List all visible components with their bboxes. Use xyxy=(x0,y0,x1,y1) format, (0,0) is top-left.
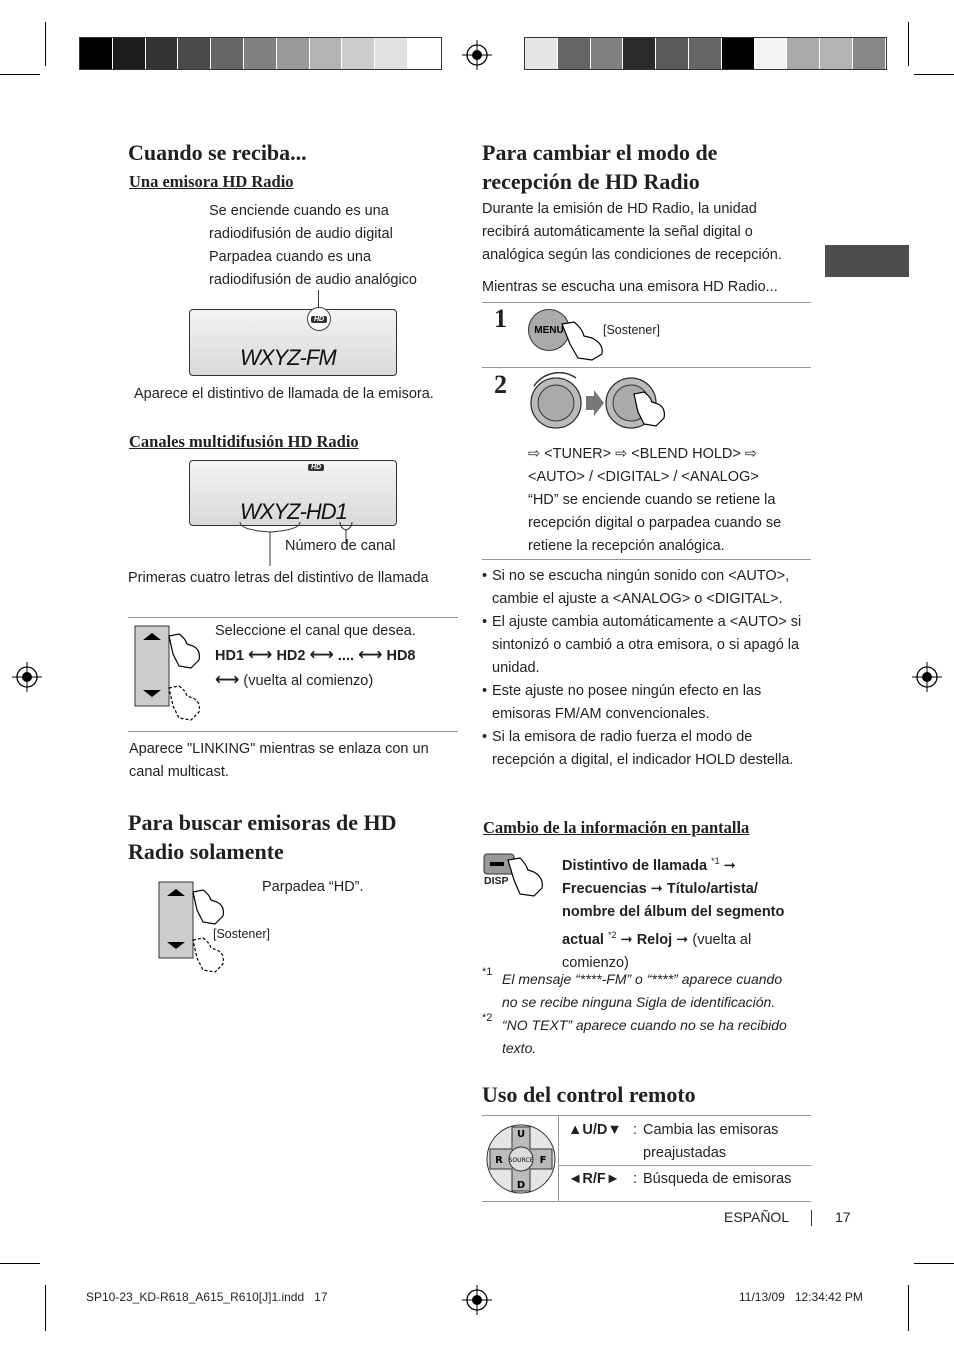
remote-key-ud: ▲U/D▼ xyxy=(568,1122,622,1138)
svg-text:D: D xyxy=(516,1180,526,1191)
print-date: 11/13/09 12:34:42 PM xyxy=(739,1290,863,1304)
notes-list xyxy=(482,565,810,772)
up-down-button-icon[interactable] xyxy=(133,624,208,724)
hd-indicator-icon: HD xyxy=(308,464,324,471)
menu-button[interactable]: MENU xyxy=(528,309,570,351)
step-2-number: 2 xyxy=(494,370,507,399)
remote-desc-rf: Búsqueda de emisoras xyxy=(643,1171,792,1187)
svg-text:R: R xyxy=(495,1155,503,1166)
section-title-search-hd: Para buscar emisoras de HD Radio solamente xyxy=(128,810,397,864)
channel-sequence: HD1 ⟷ HD2 ⟷ .... ⟷ HD8 xyxy=(215,645,416,664)
lcd-callsign-hd: WXYZ-HD1 xyxy=(240,499,347,524)
select-channel-text: Seleccione el canal que desea. xyxy=(215,623,416,639)
multicast-subtitle: Canales multidifusión HD Radio xyxy=(129,432,359,451)
file-name: SP10-23_KD-R618_A615_R610[J]1.indd 17 xyxy=(86,1290,328,1304)
list-item: • Si no se escucha ningún sonido con <AUTO>, cambie el ajuste a <ANALOG> o <DIGITAL>. xyxy=(482,565,810,611)
footnote-2-mark: *2 xyxy=(482,1012,493,1024)
registration-mark-icon xyxy=(12,662,42,692)
page-number: 17 xyxy=(835,1209,851,1225)
registration-mark-icon xyxy=(462,40,492,70)
remote-key-rf: ◄R/F► xyxy=(568,1171,621,1187)
list-item: • Este ajuste no posee ningún efecto en las emisoras FM/AM convencionales. xyxy=(482,680,810,726)
list-item: • El ajuste cambia automáticamente a <AUTO> si sintonizó o cambió a otra emisora, o si apagó la unidad. xyxy=(482,611,810,680)
pointing-hand-icon xyxy=(560,318,608,362)
footnote-2: “NO TEXT” aparece cuando no se ha recibido texto. xyxy=(502,1017,787,1056)
disp-label: DISP xyxy=(484,875,509,887)
svg-text:U: U xyxy=(516,1129,526,1140)
registration-mark-icon xyxy=(462,1285,492,1315)
hd-indicator-icon: HD xyxy=(307,307,331,331)
registration-mark-icon xyxy=(912,662,942,692)
footnote-1-mark: *1 xyxy=(482,966,493,978)
section-title-change-mode: Para cambiar el modo de recepción de HD Radio xyxy=(482,140,718,194)
color-bar-right xyxy=(524,37,887,70)
lcd-display-hd1 xyxy=(189,460,397,526)
hd-station-subtitle: Una emisora HD Radio xyxy=(129,172,294,191)
color-bar-left xyxy=(79,37,442,70)
remote-table: U D R F SOURCE ▲U/D▼ : Cambia las emisoras preajustadas ◄R/F► : Búsqueda de emisoras xyxy=(482,1115,811,1202)
footnote-1: El mensaje “****-FM” o “****” aparece cuando no se recibe ninguna Sigla de identificación. xyxy=(502,971,783,1010)
language-tab xyxy=(825,245,909,277)
hd-indicator-note: Se enciende cuando es una radiodifusión de audio digital Parpadea cuando es una radiodifusión de audio analógico xyxy=(209,203,417,288)
control-dial-rotate-icon[interactable] xyxy=(526,372,680,438)
blinks-hd-text: Parpadea “HD”. xyxy=(262,879,364,895)
svg-text:SOURCE: SOURCE xyxy=(508,1157,534,1164)
hold-label: [Sostener] xyxy=(213,927,270,941)
remote-control-pad-icon[interactable] xyxy=(486,1121,556,1197)
linking-note: Aparece "LINKING" mientras se enlaza con un canal multicast. xyxy=(129,741,429,780)
while-listening-text: Mientras se escucha una emisora HD Radio... xyxy=(482,279,778,295)
channel-number-label: Número de canal xyxy=(285,538,396,554)
language-label: ESPAÑOL xyxy=(724,1209,790,1225)
lcd-callsign: WXYZ-FM xyxy=(240,345,336,370)
lcd1-caption: Aparece el distintivo de llamada de la emisora. xyxy=(134,386,434,402)
list-item: • Si la emisora de radio fuerza el modo de recepción a digital, el indicador HOLD destella. xyxy=(482,726,810,772)
intro-text: Durante la emisión de HD Radio, la unidad recibirá automáticamente la señal digital o analógica según las condiciones de recepción. xyxy=(482,201,782,263)
svg-text:F: F xyxy=(539,1155,547,1166)
remote-desc-ud: Cambia las emisoras preajustadas xyxy=(643,1122,779,1161)
display-sequence: Distintivo de llamada $^{*1}$ ➞ Frecuencias ➞ Título/artista/ nombre del álbum del segmento actual $^{*2}$ ➞ Reloj ➞ (vuelta al comienzo) xyxy=(562,856,785,971)
hold-label: [Sostener] xyxy=(603,323,660,337)
blend-flow-text: ⇨ <TUNER> ⇨ <BLEND HOLD> ⇨ <AUTO> / <DIGITAL> / <ANALOG> “HD” se enciende cuando se retiene la recepción digital o parpadea cuando se retiene la recepción analógica. xyxy=(528,446,782,554)
section-title-when-received: Cuando se reciba... xyxy=(128,140,307,165)
lcd-display-fm xyxy=(189,309,397,376)
step-1-number: 1 xyxy=(494,304,507,333)
first-letters-label: Primeras cuatro letras del distintivo de llamada xyxy=(128,570,429,586)
back-to-start: (vuelta al comienzo) xyxy=(243,673,374,689)
display-change-subtitle: Cambio de la información en pantalla xyxy=(483,818,750,837)
callout-line xyxy=(318,290,319,308)
section-title-remote: Uso del control remoto xyxy=(482,1082,696,1107)
